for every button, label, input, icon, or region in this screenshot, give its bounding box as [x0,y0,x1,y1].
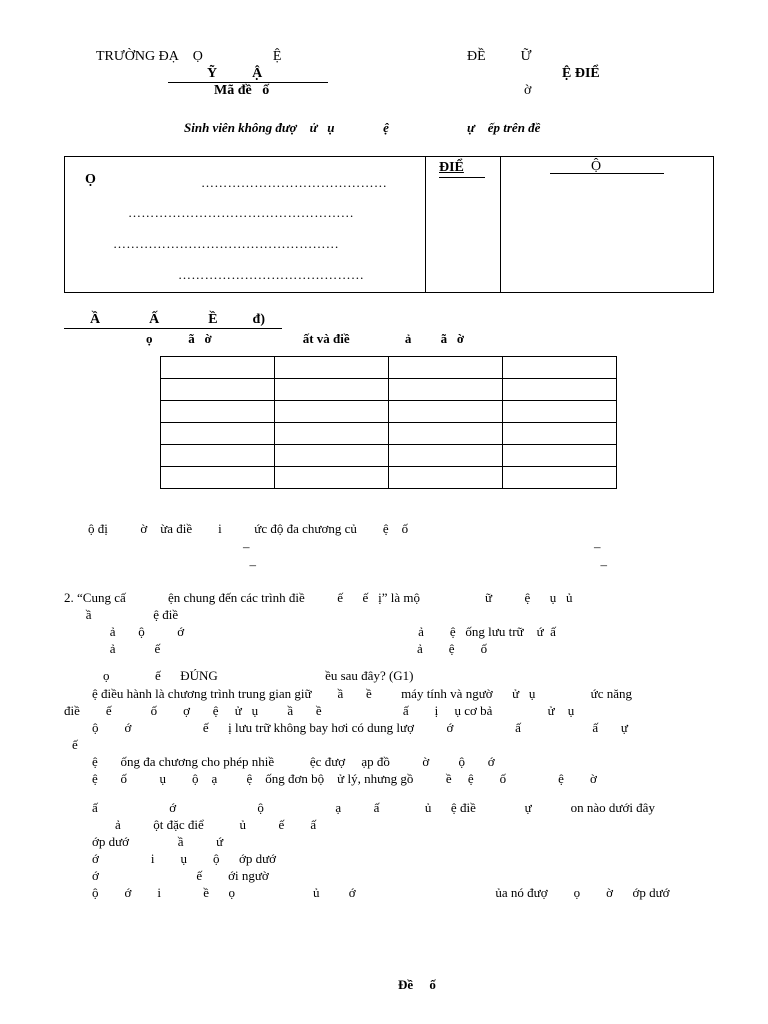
part1-underline [64,328,282,329]
table-row [161,445,617,467]
question-2-option-line: ả ế ả ệ ố [100,641,488,656]
dotted-line: …………………………………………… [128,205,355,220]
answer-cell[interactable] [503,357,617,379]
question-2-text-cont: ầ ệ điề [76,607,179,622]
exam-title: ĐỀ Ữ [467,49,532,64]
answer-cell[interactable] [389,467,503,489]
answer-cell[interactable] [503,423,617,445]
table-row [161,423,617,445]
signature-underline [550,173,664,174]
table-row [161,467,617,489]
table-row [161,401,617,423]
question-3-option-line: ệ điều hành là chương trình trung gian giữ ầ ề máy tính và ngườ ử ụ ức năng [92,686,632,701]
department-name: Ỹ Ậ [207,66,263,81]
answer-grid [160,356,617,489]
question-1-option-line: – – [100,557,607,572]
score-label: ĐIỂ [439,160,464,175]
name-dotted-line: …………………………………… [201,175,388,190]
answer-cell[interactable] [161,379,275,401]
exam-code: Mã đề ố [214,83,270,98]
question-3-option-line: ệ ống đa chương cho phép nhiề ệc đượ ạp đồ ờ ộ ớ [92,754,495,769]
answer-cell[interactable] [161,467,275,489]
answer-cell[interactable] [275,357,389,379]
score-underline [439,177,485,178]
question-1-option-line: – – [100,539,601,554]
question-3-option-line: ế [72,737,78,752]
box-divider [500,157,501,292]
part1-heading: Ầ Ấ Ề đ) [90,312,266,327]
school-name: TRƯỜNG ĐẠ Ọ Ệ [96,49,282,64]
table-row [161,379,617,401]
question-4-option: ộ ớ i ề ọ ủ ớ ủa nó đượ ọ ờ ớp dướ [92,885,670,900]
exam-instruction: Sinh viên không đượ ử ụ ệ ự ếp trên đề [184,120,541,135]
answer-cell[interactable] [389,357,503,379]
question-4-option: ớ i ụ ộ ớp dướ [92,851,277,866]
answer-cell[interactable] [389,445,503,467]
answer-cell[interactable] [503,379,617,401]
answer-cell[interactable] [275,423,389,445]
question-1-text: ộ đị ờ ừa điề i ức độ đa chương củ ệ ố [88,521,409,536]
student-name-label: Ọ [85,172,96,187]
question-2-text: 2. “Cung cấ ện chung đến các trình điề ế ế ị” là mộ ữ ệ ụ ủ [64,590,573,605]
exam-subtitle: Ệ ĐIỂ [562,66,600,81]
answer-cell[interactable] [389,423,503,445]
answer-cell[interactable] [275,379,389,401]
student-info-box [64,156,714,293]
page-footer: Đề ố [398,977,436,992]
box-divider [425,157,426,292]
signature-label: Ộ [591,159,602,174]
answer-cell[interactable] [503,467,617,489]
exam-time: ờ [524,83,532,98]
dotted-line: …………………………………………… [113,236,340,251]
question-2-option-line: ả ộ ớ ả ệ ống lưu trữ ứ ấ [100,624,556,639]
answer-cell[interactable] [389,379,503,401]
dotted-line: …………………………………… [178,267,365,282]
answer-cell[interactable] [389,401,503,423]
question-4-text: ấ ớ ộ ạ ấ ủ ệ điề ự on nào dưới đây [92,800,655,815]
answer-cell[interactable] [503,445,617,467]
part1-instruction: ọ ã ờ ất và điề ả ã ờ [146,331,465,346]
question-3-option-line: ệ ố ụ ộ ạ ệ ống đơn bộ ử lý, nhưng gồ ề ệ ố ệ ờ [92,771,597,786]
answer-cell[interactable] [275,445,389,467]
answer-cell[interactable] [275,401,389,423]
question-3-option-line: điề ế ố ợ ệ ử ụ ầ ề ấ ị ụ cơ bả ử ụ [64,703,575,718]
question-4-option: ớp dướ ầ ứ [92,834,224,849]
answer-cell[interactable] [161,357,275,379]
answer-cell[interactable] [161,445,275,467]
question-3-text: ọ ế ĐÚNG ều sau đây? (G1) [103,668,414,683]
question-4-text-cont: ả ột đặc điể ủ ế ấ [115,817,317,832]
table-row [161,357,617,379]
question-3-option-line: ộ ớ ế ị lưu trữ không bay hơi có dung lượ ớ ấ ấ ự [92,720,628,735]
answer-cell[interactable] [161,401,275,423]
question-4-option: ớ ế ới ngườ [92,868,269,883]
answer-cell[interactable] [503,401,617,423]
answer-cell[interactable] [161,423,275,445]
answer-cell[interactable] [275,467,389,489]
